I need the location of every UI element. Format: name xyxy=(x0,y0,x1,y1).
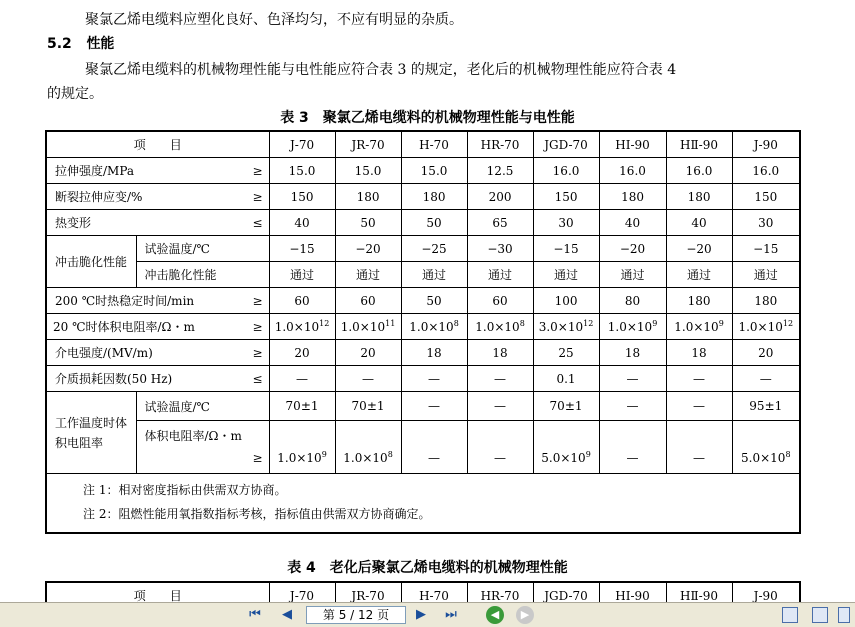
cell: 60 xyxy=(335,288,401,314)
col-header: JR-70 xyxy=(335,131,401,158)
cell: — xyxy=(666,421,732,474)
cell: 40 xyxy=(269,210,335,236)
col-header: HR-70 xyxy=(467,582,533,602)
cell: 40 xyxy=(599,210,666,236)
continuous-view-icon[interactable] xyxy=(812,607,828,623)
row-label: 介电强度/(MV/m) xyxy=(46,340,243,366)
cell: 通过 xyxy=(335,262,401,288)
cell: $1.0\times 10^8$ xyxy=(401,314,467,340)
cell: — xyxy=(401,392,467,421)
cell: $5.0\times 10^9$ xyxy=(533,421,599,474)
cell: $1.0\times 10^{11}$ xyxy=(335,314,401,340)
cell: 70±1 xyxy=(269,392,335,421)
cell: 16.0 xyxy=(732,158,800,184)
row-label: 冲击脆化性能 xyxy=(136,262,269,288)
cell: 0.1 xyxy=(533,366,599,392)
table3-notes xyxy=(46,474,800,534)
next-page-icon[interactable]: ▶ xyxy=(416,607,426,622)
cell: — xyxy=(599,366,666,392)
cell: 16.0 xyxy=(599,158,666,184)
cell: $1.0\times 10^8$ xyxy=(335,421,401,474)
cell: 18 xyxy=(599,340,666,366)
row-sym: ≤ xyxy=(243,210,269,236)
cell: — xyxy=(666,392,732,421)
cell: 通过 xyxy=(599,262,666,288)
cell: 95±1 xyxy=(732,392,800,421)
cell: — xyxy=(467,392,533,421)
table-row xyxy=(46,210,800,236)
cell: 12.5 xyxy=(467,158,533,184)
row-sym: ≥ xyxy=(243,314,269,340)
cell: −30 xyxy=(467,236,533,262)
table-row xyxy=(46,392,800,421)
col-header: JR-70 xyxy=(335,582,401,602)
cell: $3.0\times 10^{12}$ xyxy=(533,314,599,340)
previous-page-icon[interactable]: ◀ xyxy=(282,607,292,622)
section-number: 5.2 xyxy=(47,36,72,52)
table-row xyxy=(46,184,800,210)
table3-caption: 表 3 聚氯乙烯电缆料的机械物理性能与电性能 xyxy=(280,110,575,126)
table-row xyxy=(46,366,800,392)
cell: 100 xyxy=(533,288,599,314)
cell: 80 xyxy=(599,288,666,314)
table4-caption: 表 4 老化后聚氯乙烯电缆料的机械物理性能 xyxy=(287,560,568,576)
cell: −25 xyxy=(401,236,467,262)
table-row xyxy=(46,288,800,314)
single-page-view-icon[interactable] xyxy=(782,607,798,623)
col-header: JGD-70 xyxy=(533,582,599,602)
cell: −20 xyxy=(666,236,732,262)
cell: 25 xyxy=(533,340,599,366)
facing-view-icon[interactable] xyxy=(838,607,850,623)
row-sym: ≥ xyxy=(243,340,269,366)
cell: 180 xyxy=(732,288,800,314)
col-header: J-70 xyxy=(269,582,335,602)
cell: 30 xyxy=(533,210,599,236)
cell: 70±1 xyxy=(335,392,401,421)
cell: $1.0\times 10^{12}$ xyxy=(269,314,335,340)
cell: 50 xyxy=(335,210,401,236)
section-heading xyxy=(47,33,114,53)
cell: — xyxy=(467,421,533,474)
cell: 通过 xyxy=(533,262,599,288)
row-sym: ≥ xyxy=(243,158,269,184)
col-header: H-70 xyxy=(401,131,467,158)
cell: 200 xyxy=(467,184,533,210)
cell: $1.0\times 10^9$ xyxy=(269,421,335,474)
paragraph-line-1: 聚氯乙烯电缆料的机械物理性能与电性能应符合表 3 的规定，老化后的机械物理性能应符合表 4 xyxy=(85,62,677,78)
row-label: 200 ℃时热稳定时间/min xyxy=(46,288,243,314)
cell: 50 xyxy=(401,210,467,236)
col-header: H-70 xyxy=(401,582,467,602)
cell: 通过 xyxy=(401,262,467,288)
cell: 150 xyxy=(732,184,800,210)
row-label: 介质损耗因数(50 Hz) xyxy=(46,366,243,392)
cell: 150 xyxy=(269,184,335,210)
cell: — xyxy=(599,392,666,421)
cell: — xyxy=(467,366,533,392)
section-title: 性能 xyxy=(86,36,115,52)
cell: 180 xyxy=(666,184,732,210)
note-2: 注 2：阻燃性能用氧指数指标考核，指标值由供需双方协商确定。 xyxy=(83,507,431,521)
cell: −20 xyxy=(335,236,401,262)
header-item: 项 目 xyxy=(46,131,269,158)
row-label: 热变形 xyxy=(46,210,243,236)
group-label: 冲击脆化性能 xyxy=(46,236,136,288)
cell: 180 xyxy=(335,184,401,210)
cell: $1.0\times 10^9$ xyxy=(599,314,666,340)
col-header: JGD-70 xyxy=(533,131,599,158)
cell: 18 xyxy=(401,340,467,366)
col-header: HⅠ-90 xyxy=(599,582,666,602)
table4 xyxy=(45,581,801,602)
cell: $1.0\times 10^8$ xyxy=(467,314,533,340)
cell: — xyxy=(335,366,401,392)
table-row xyxy=(46,262,800,288)
cell: 15.0 xyxy=(269,158,335,184)
cell: $5.0\times 10^8$ xyxy=(732,421,800,474)
paragraph-line-2: 的规定。 xyxy=(47,86,103,102)
cell: 15.0 xyxy=(401,158,467,184)
table3-notes-row xyxy=(46,474,800,534)
viewer-toolbar xyxy=(0,602,855,627)
row-sym: ≤ xyxy=(243,366,269,392)
table-row xyxy=(46,340,800,366)
cell: 20 xyxy=(335,340,401,366)
col-header: HⅡ-90 xyxy=(666,582,732,602)
intro-text: 聚氯乙烯电缆料应塑化良好、色泽均匀，不应有明显的杂质。 xyxy=(85,12,463,28)
cell: — xyxy=(401,366,467,392)
col-header: HR-70 xyxy=(467,131,533,158)
last-page-icon[interactable]: ⏭ xyxy=(445,607,457,622)
cell: 通过 xyxy=(666,262,732,288)
row-label: 断裂拉伸应变/% xyxy=(46,184,243,210)
cell: 180 xyxy=(666,288,732,314)
cell: 18 xyxy=(467,340,533,366)
cell: 通过 xyxy=(467,262,533,288)
row-label: 20 ℃时体积电阻率/Ω・m xyxy=(46,314,243,340)
col-header: J-90 xyxy=(732,582,800,602)
table-row xyxy=(46,236,800,262)
table4-header-row xyxy=(46,582,800,602)
cell: $1.0\times 10^{12}$ xyxy=(732,314,800,340)
col-header: J-90 xyxy=(732,131,800,158)
row-sym: ≥ xyxy=(243,184,269,210)
cell: 通过 xyxy=(732,262,800,288)
cell: — xyxy=(666,366,732,392)
cell: 16.0 xyxy=(533,158,599,184)
cell: 16.0 xyxy=(666,158,732,184)
header-item: 项 目 xyxy=(46,582,269,602)
cell: −20 xyxy=(599,236,666,262)
cell: $1.0\times 10^9$ xyxy=(666,314,732,340)
first-page-icon[interactable]: ⏮ xyxy=(249,607,261,622)
row-label: 试验温度/℃ xyxy=(136,236,269,262)
cell: 50 xyxy=(401,288,467,314)
col-header: HⅠ-90 xyxy=(599,131,666,158)
col-header: J-70 xyxy=(269,131,335,158)
cell: −15 xyxy=(269,236,335,262)
cell: — xyxy=(269,366,335,392)
group-label: 工作温度时体积电阻率 xyxy=(46,392,136,474)
cell: 65 xyxy=(467,210,533,236)
cell: — xyxy=(599,421,666,474)
cell: 60 xyxy=(467,288,533,314)
row-sym: ≥ xyxy=(243,288,269,314)
row-label: 体积电阻率/Ω・m ≥ xyxy=(136,421,269,474)
row-label: 拉伸强度/MPa xyxy=(46,158,243,184)
cell: 通过 xyxy=(269,262,335,288)
cell: 20 xyxy=(732,340,800,366)
cell: 150 xyxy=(533,184,599,210)
cell: 40 xyxy=(666,210,732,236)
cell: 70±1 xyxy=(533,392,599,421)
cell: −15 xyxy=(732,236,800,262)
cell: 20 xyxy=(269,340,335,366)
table3 xyxy=(45,130,801,534)
table-row xyxy=(46,314,800,340)
forward-icon[interactable]: ▶ xyxy=(516,606,534,624)
cell: 180 xyxy=(599,184,666,210)
cell: 180 xyxy=(401,184,467,210)
row-label: 试验温度/℃ xyxy=(136,392,269,421)
back-icon[interactable]: ◀ xyxy=(486,606,504,624)
table3-header-row xyxy=(46,131,800,158)
page-number-field[interactable]: 第 5 / 12 页 xyxy=(306,606,406,624)
cell: 30 xyxy=(732,210,800,236)
note-1: 注 1：相对密度指标由供需双方协商。 xyxy=(83,483,287,497)
table-row xyxy=(46,158,800,184)
cell: — xyxy=(401,421,467,474)
table-row xyxy=(46,421,800,474)
cell: 15.0 xyxy=(335,158,401,184)
col-header: HⅡ-90 xyxy=(666,131,732,158)
cell: 18 xyxy=(666,340,732,366)
cell: 60 xyxy=(269,288,335,314)
cell: −15 xyxy=(533,236,599,262)
cell: — xyxy=(732,366,800,392)
